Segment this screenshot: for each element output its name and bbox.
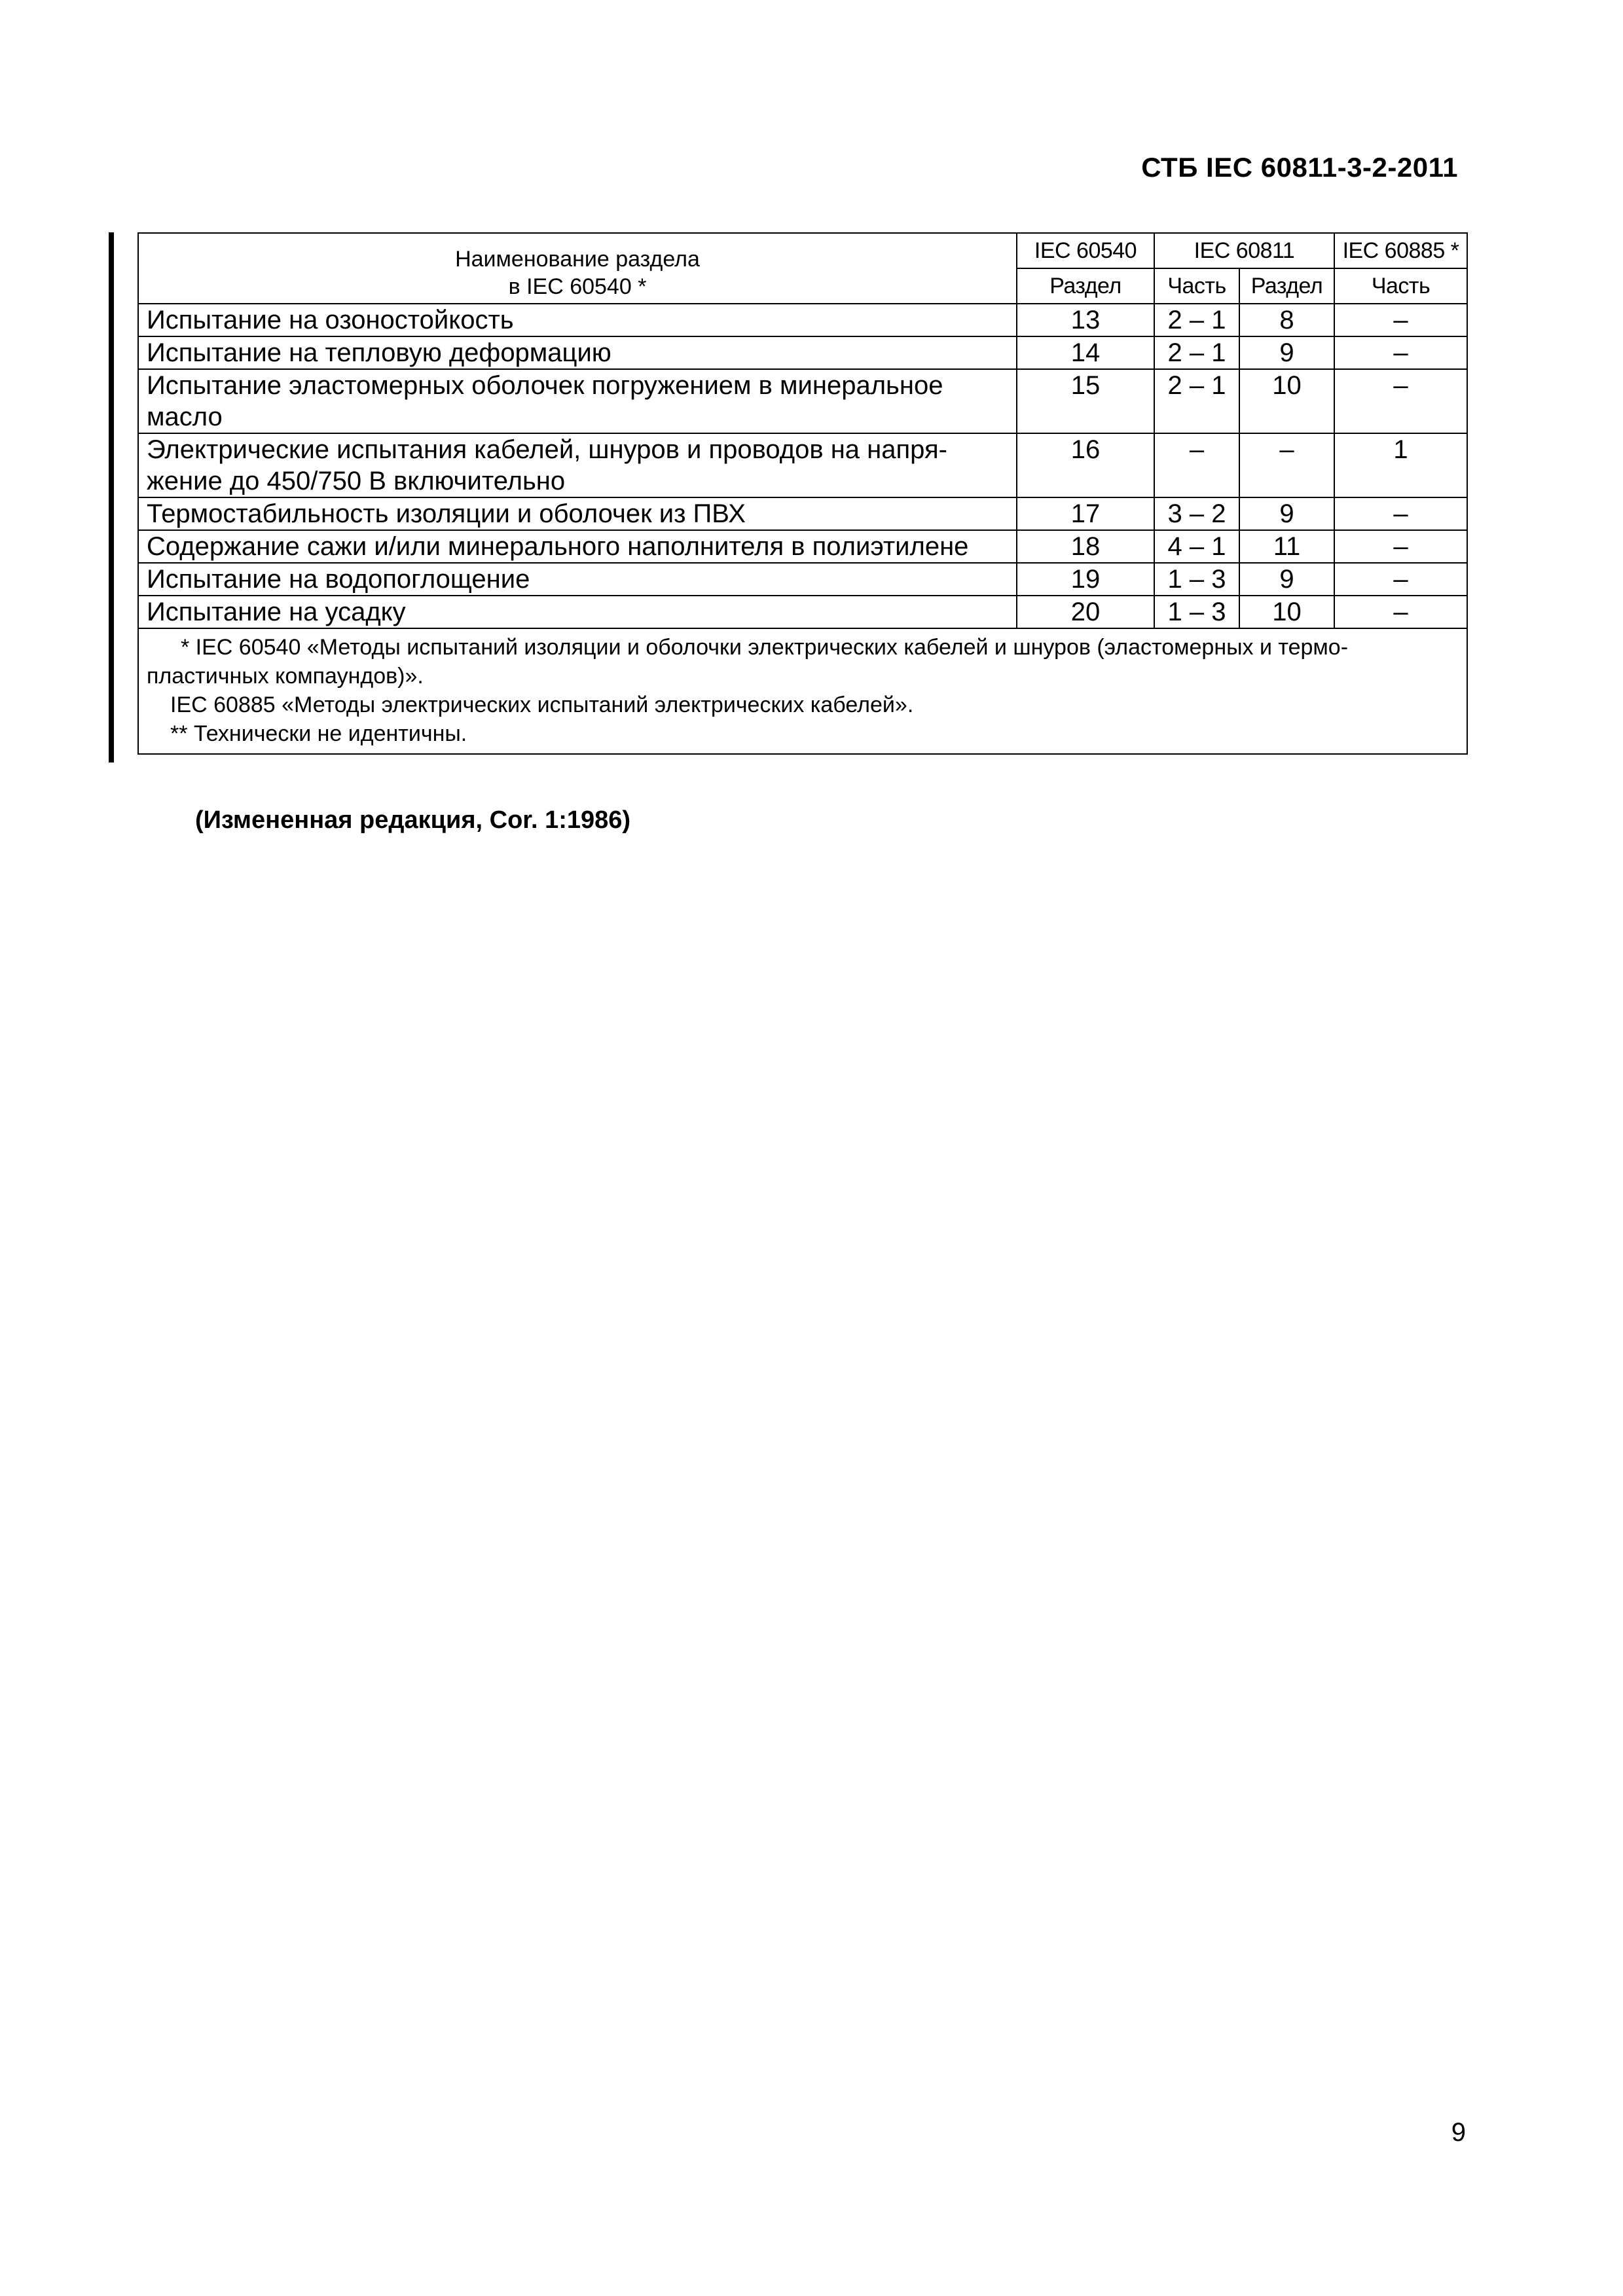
row-iec60885: – — [1334, 497, 1467, 530]
table-row — [138, 563, 1467, 596]
table-footnotes — [138, 628, 1467, 754]
comparison-table — [137, 232, 1467, 755]
row-part: 4 – 1 — [1154, 530, 1239, 563]
row-name: Термостабильность изоляции и оболочек из ПВХ — [138, 497, 1017, 530]
row-name: Испытание на тепловую деформацию — [138, 336, 1017, 369]
amendment-note: (Измененная редакция, Cor. 1:1986) — [195, 806, 631, 834]
row-iec60885: – — [1334, 369, 1467, 433]
row-section: 9 — [1239, 336, 1334, 369]
iec60811-header: IEC 60811 — [1154, 233, 1334, 268]
iec60540-header: IEC 60540 — [1017, 233, 1154, 268]
table-row — [138, 369, 1467, 433]
chast-subheader-2: Часть — [1334, 268, 1467, 304]
row-part: 2 – 1 — [1154, 369, 1239, 433]
section-name-header-line1: Наименование раздела — [455, 247, 700, 272]
row-iec60885: – — [1334, 563, 1467, 596]
row-section: 9 — [1239, 563, 1334, 596]
row-iec60885: – — [1334, 530, 1467, 563]
row-part: 2 – 1 — [1154, 304, 1239, 336]
section-name-header — [138, 233, 1017, 304]
sections-table — [137, 232, 1468, 755]
row-iec60540: 20 — [1017, 596, 1154, 628]
change-bar — [109, 232, 114, 762]
iec60885-header: IEC 60885 * — [1334, 233, 1467, 268]
table-row — [138, 596, 1467, 628]
footnote-iec60540: * IEC 60540 «Методы испытаний изоляции и оболочки электрических кабелей и шнуров (эластомерных и термо-пластичных компаундов)». — [147, 635, 1349, 689]
table-row — [138, 497, 1467, 530]
row-name: Испытание на озоностойкость — [138, 304, 1017, 336]
row-iec60540: 13 — [1017, 304, 1154, 336]
row-section: 8 — [1239, 304, 1334, 336]
row-part: – — [1154, 433, 1239, 497]
row-section: 10 — [1239, 369, 1334, 433]
row-section: 11 — [1239, 530, 1334, 563]
chast-subheader: Часть — [1154, 268, 1239, 304]
document-code: СТБ IEC 60811-3-2-2011 — [1141, 152, 1458, 183]
row-section: 9 — [1239, 497, 1334, 530]
footnote-not-identical: ** Технически не идентичны. — [170, 721, 467, 746]
razdel-subheader: Раздел — [1017, 268, 1154, 304]
table-row — [138, 530, 1467, 563]
row-iec60540: 15 — [1017, 369, 1154, 433]
table-row — [138, 336, 1467, 369]
row-iec60885: 1 — [1334, 433, 1467, 497]
row-name: Испытание эластомерных оболочек погружением в минеральное масло — [138, 369, 1017, 433]
row-section: 10 — [1239, 596, 1334, 628]
row-iec60885: – — [1334, 596, 1467, 628]
page-number: 9 — [1451, 2118, 1466, 2147]
row-name: Испытание на усадку — [138, 596, 1017, 628]
table-row — [138, 304, 1467, 336]
row-name: Электрические испытания кабелей, шнуров и проводов на напря-жение до 450/750 В включительно — [138, 433, 1017, 497]
row-iec60540: 16 — [1017, 433, 1154, 497]
row-part: 2 – 1 — [1154, 336, 1239, 369]
footnotes-row — [138, 628, 1467, 754]
section-name-header-line2: в IEC 60540 * — [508, 274, 647, 299]
table-row — [138, 433, 1467, 497]
row-iec60540: 14 — [1017, 336, 1154, 369]
row-name: Содержание сажи и/или минерального наполнителя в полиэтилене — [138, 530, 1017, 563]
row-iec60885: – — [1334, 304, 1467, 336]
footnote-iec60885: IEC 60885 «Методы электрических испытаний электрических кабелей». — [170, 692, 914, 717]
row-part: 1 – 3 — [1154, 596, 1239, 628]
row-iec60885: – — [1334, 336, 1467, 369]
row-iec60540: 18 — [1017, 530, 1154, 563]
row-iec60540: 17 — [1017, 497, 1154, 530]
razdel-subheader-2: Раздел — [1239, 268, 1334, 304]
row-name: Испытание на водопоглощение — [138, 563, 1017, 596]
row-iec60540: 19 — [1017, 563, 1154, 596]
row-part: 1 – 3 — [1154, 563, 1239, 596]
row-section: – — [1239, 433, 1334, 497]
row-part: 3 – 2 — [1154, 497, 1239, 530]
table-header-row-1 — [138, 233, 1467, 268]
